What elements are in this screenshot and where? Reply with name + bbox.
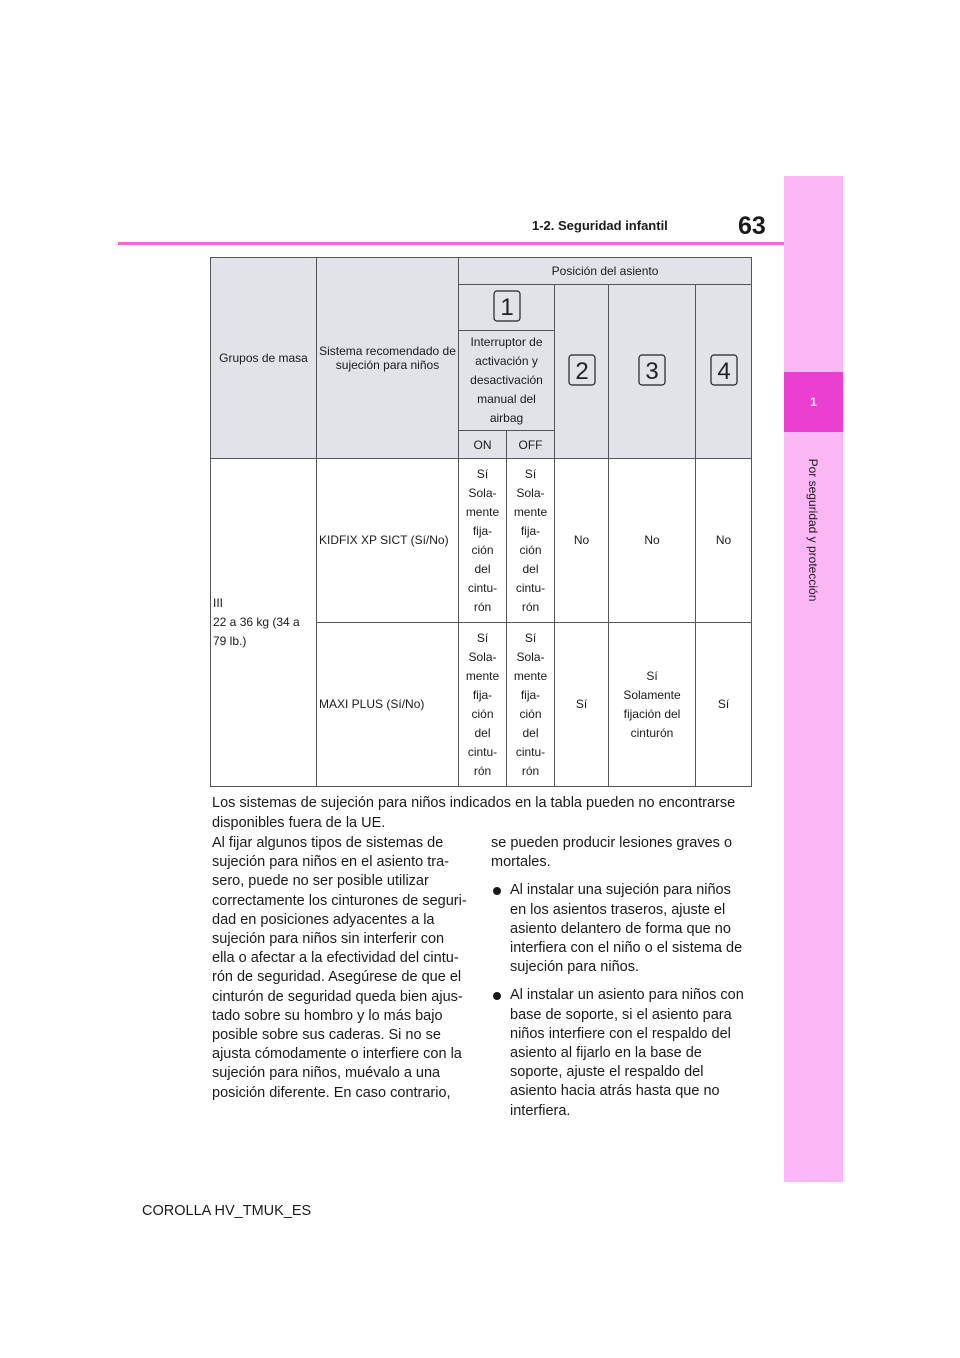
body-line: posición diferente. En caso contrario, (212, 1084, 451, 1101)
header-seat-4 (696, 285, 752, 459)
seat-4-cell: No (696, 459, 752, 623)
body-line: sujeción para niños sin interferir con (212, 931, 445, 948)
airbag-off-cell: Sí Sola- mente fija- ción del cintu- rón (507, 623, 555, 787)
seat-1-icon (493, 290, 521, 322)
body-line: Al fijar algunos tipos de sistemas de (212, 835, 444, 851)
body-line: sero, puede no ser posible utilizar (212, 873, 429, 890)
body-line: correctamente los cinturones de seguri- (212, 892, 467, 909)
chapter-title-vertical: Por seguridad y protección (806, 458, 820, 602)
header-recommended-system: Sistema recomendado de sujeción para niños (317, 258, 459, 459)
header-seat-2 (555, 285, 609, 459)
bullet-dot-icon (493, 887, 501, 895)
svg-text:4: 4 (716, 358, 731, 385)
table-footnote: Los sistemas de sujeción para niños indicados en la tabla pueden no encontrarse disponibles fuera de la UE. (212, 795, 736, 831)
body-line: tado sobre su hombro y lo más bajo (212, 1007, 443, 1024)
header-seat-position: Posición del asiento (459, 258, 752, 285)
airbag-on-cell: Sí Sola- mente fija- ción del cintu- rón (459, 623, 507, 787)
body-line: sujeción para niños, muévalo a una (212, 1065, 441, 1082)
footer-model: COROLLA HV_TMUK_ES (142, 1203, 312, 1219)
body-line: ajusta cómodamente o interfiere con la (212, 1046, 462, 1063)
header-seat-3 (609, 285, 696, 459)
body-line: se pueden producir lesiones graves o (491, 835, 733, 851)
header-mass-group: Grupos de masa (211, 258, 317, 459)
airbag-on-cell: Sí Sola- mente fija- ción del cintu- rón (459, 459, 507, 623)
section-title: 1-2. Seguridad infantil (532, 218, 668, 233)
chapter-side-tab (784, 176, 843, 1182)
bullet-dot-icon (493, 992, 501, 1000)
body-right-column (491, 834, 746, 1121)
chapter-number-badge: 1 (784, 372, 843, 432)
seat-3-cell: No (609, 459, 696, 623)
header-airbag-switch: Interruptor de activación y desactivación manual del airbag (459, 331, 555, 431)
body-line: dad en posiciones adyacentes a la (212, 911, 435, 928)
header-rule (118, 242, 784, 245)
body-line: mortales. (491, 854, 551, 871)
svg-text:1: 1 (499, 294, 514, 321)
seat-3-cell: Sí Solamente fijación del cinturón (609, 623, 696, 787)
header-seat-1 (459, 285, 555, 331)
header-airbag-off: OFF (507, 431, 555, 459)
page-number: 63 (738, 212, 766, 240)
table-row (211, 459, 752, 623)
airbag-off-cell: Sí Sola- mente fija- ción del cintu- rón (507, 459, 555, 623)
bullet-item: Al instalar una sujeción para niños en los asientos traseros, ajuste el asiento delantero de forma que no interfiera con el niño o el sistema de sujeción para niños. (491, 881, 746, 977)
system-name: KIDFIX XP SICT (Sí/No) (317, 459, 459, 623)
body-left-column (212, 834, 467, 1103)
body-line: sujeción para niños en el asiento tra- (212, 854, 449, 871)
body-line: rón de seguridad. Asegúrese de que el (212, 969, 462, 986)
mass-group-cell: III 22 a 36 kg (34 a 79 lb.) (211, 459, 317, 787)
seat-2-cell: Sí (555, 623, 609, 787)
seat-3-icon (638, 354, 666, 386)
header-airbag-on: ON (459, 431, 507, 459)
seat-2-cell: No (555, 459, 609, 623)
seat-4-cell: Sí (696, 623, 752, 787)
svg-text:3: 3 (645, 358, 659, 385)
body-line: cinturón de seguridad queda bien ajus- (212, 988, 463, 1005)
svg-text:2: 2 (574, 358, 589, 385)
body-line: ella o afectar a la efectividad del cintu- (212, 950, 459, 967)
child-seat-compatibility-table (210, 257, 752, 787)
seat-2-icon (568, 354, 596, 386)
body-line: posible sobre sus caderas. Si no se (212, 1027, 441, 1044)
bullet-item: Al instalar un asiento para niños con base de soporte, si el asiento para niños interfiere con el respaldo del asiento al fijarlo en la base de soporte, ajuste el respaldo del asiento hacia atrás hasta que no interfiera. (491, 986, 746, 1120)
system-name: MAXI PLUS (Sí/No) (317, 623, 459, 787)
seat-4-icon (710, 354, 738, 386)
